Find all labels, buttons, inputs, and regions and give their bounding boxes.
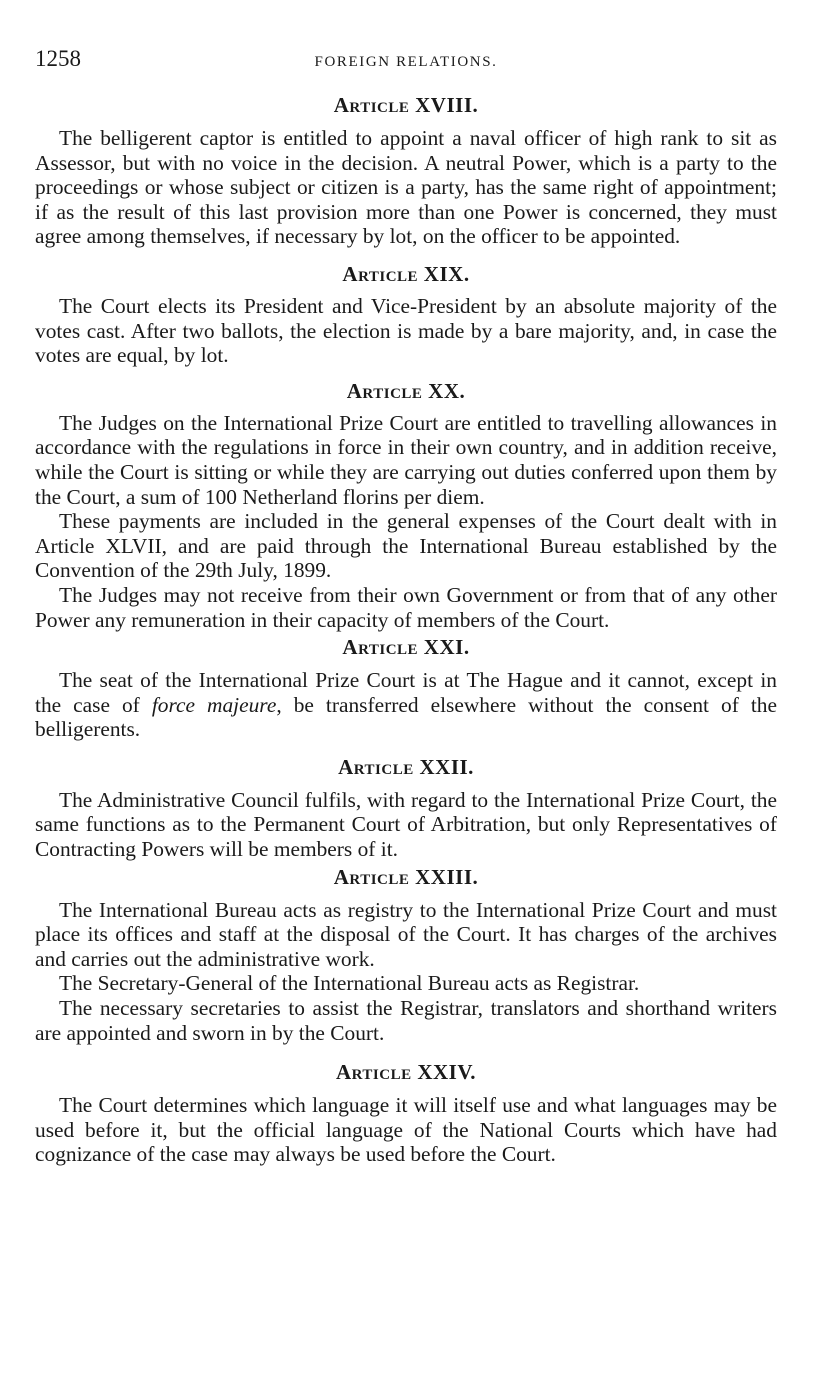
article-paragraph <box>35 1093 777 1167</box>
article-heading: Article XXI. <box>342 635 470 660</box>
article-paragraph <box>35 294 777 368</box>
article-heading: Article XX. <box>346 378 466 403</box>
document-page <box>35 44 777 1167</box>
article-heading: Article XXIII. <box>333 864 479 889</box>
article-xxiv <box>35 1059 777 1167</box>
paragraph-text: The Judges may not receive from their own Government or from that of any other Power any remuneration in their capacity of members of the Court. <box>35 582 777 632</box>
article-paragraph <box>35 126 777 249</box>
paragraph-text: These payments are included in the general expenses of the Court dealt with in Article XLVII, and are paid through the International Bureau established by the Convention of the 29th July, 1899. <box>35 509 777 583</box>
article-heading: Article XXIV. <box>335 1060 477 1085</box>
article-heading: Article XVIII. <box>333 93 479 117</box>
running-title: FOREIGN RELATIONS. <box>314 54 498 70</box>
paragraph-text: The Judges on the International Prize Court are entitled to travelling allowances in accordance with the regulations in force in their own country, and in addition receive, while the Court is sitting or while they are carrying out duties conferred upon them by the Court, a sum of 100 Netherland florins per diem. <box>35 410 777 509</box>
article-paragraph <box>35 668 777 742</box>
article-paragraph <box>35 583 777 632</box>
italic-term: force majeure <box>151 692 277 717</box>
paragraph-text: The seat of the International Prize Court is at The Hague and it cannot, except in the case of <box>35 668 777 717</box>
paragraph-text: The Administrative Council fulfils, with regard to the International Prize Court, the same functions as to the Permanent Court of Arbitration, but only Representatives of Contracting Powers will be members of it. <box>35 787 777 862</box>
article-xxii <box>35 754 777 862</box>
article-xx <box>35 378 777 632</box>
paragraph-text: The International Bureau acts as registry to the International Prize Court and must place its offices and staff at the disposal of the Court. It has charges of the archives and carries out the administrative work. <box>35 897 777 971</box>
article-paragraph <box>35 996 777 1045</box>
paragraph-text: The necessary secretaries to assist the Registrar, translators and shorthand writers are appointed and sworn in by the Court. <box>35 996 777 1045</box>
article-paragraph <box>35 509 777 583</box>
article-xxiii <box>35 864 777 1046</box>
paragraph-text: The belligerent captor is entitled to appoint a naval officer of high rank to sit as Assessor, but with no voice in the decision. A neutral Power, which is a party to the proceedings or whose subject or citizen is a party, has the same right of appointment; if as the result of this last provision more than one Power is concerned, they must agree among themselves, if necessary by lot, on the officer to be appointed. <box>35 126 777 249</box>
article-heading: Article XIX. <box>342 261 470 286</box>
article-xviii <box>35 92 777 249</box>
article-heading: Article XXII. <box>338 754 474 779</box>
paragraph-text: The Court determines which language it will itself use and what languages may be used before it, but the official language of the National Courts which have had cognizance of the case may always be used before the Court. <box>35 1093 777 1167</box>
article-paragraph <box>35 971 777 996</box>
paragraph-text: , be transferred elsewhere without the consent of the belligerents. <box>35 692 777 742</box>
page-number: 1258 <box>35 46 81 71</box>
article-paragraph <box>35 411 777 509</box>
article-paragraph <box>35 898 777 972</box>
article-paragraph <box>35 788 777 862</box>
article-xxi <box>35 634 777 742</box>
running-head <box>35 44 777 74</box>
paragraph-text: The Court elects its President and Vice-President by an absolute majority of the votes cast. After two ballots, the election is made by a bare majority, and, in case the votes are equal, by lot. <box>35 293 777 368</box>
paragraph-text: The Secretary-General of the International Bureau acts as Registrar. <box>59 971 640 996</box>
article-xix <box>35 261 777 368</box>
